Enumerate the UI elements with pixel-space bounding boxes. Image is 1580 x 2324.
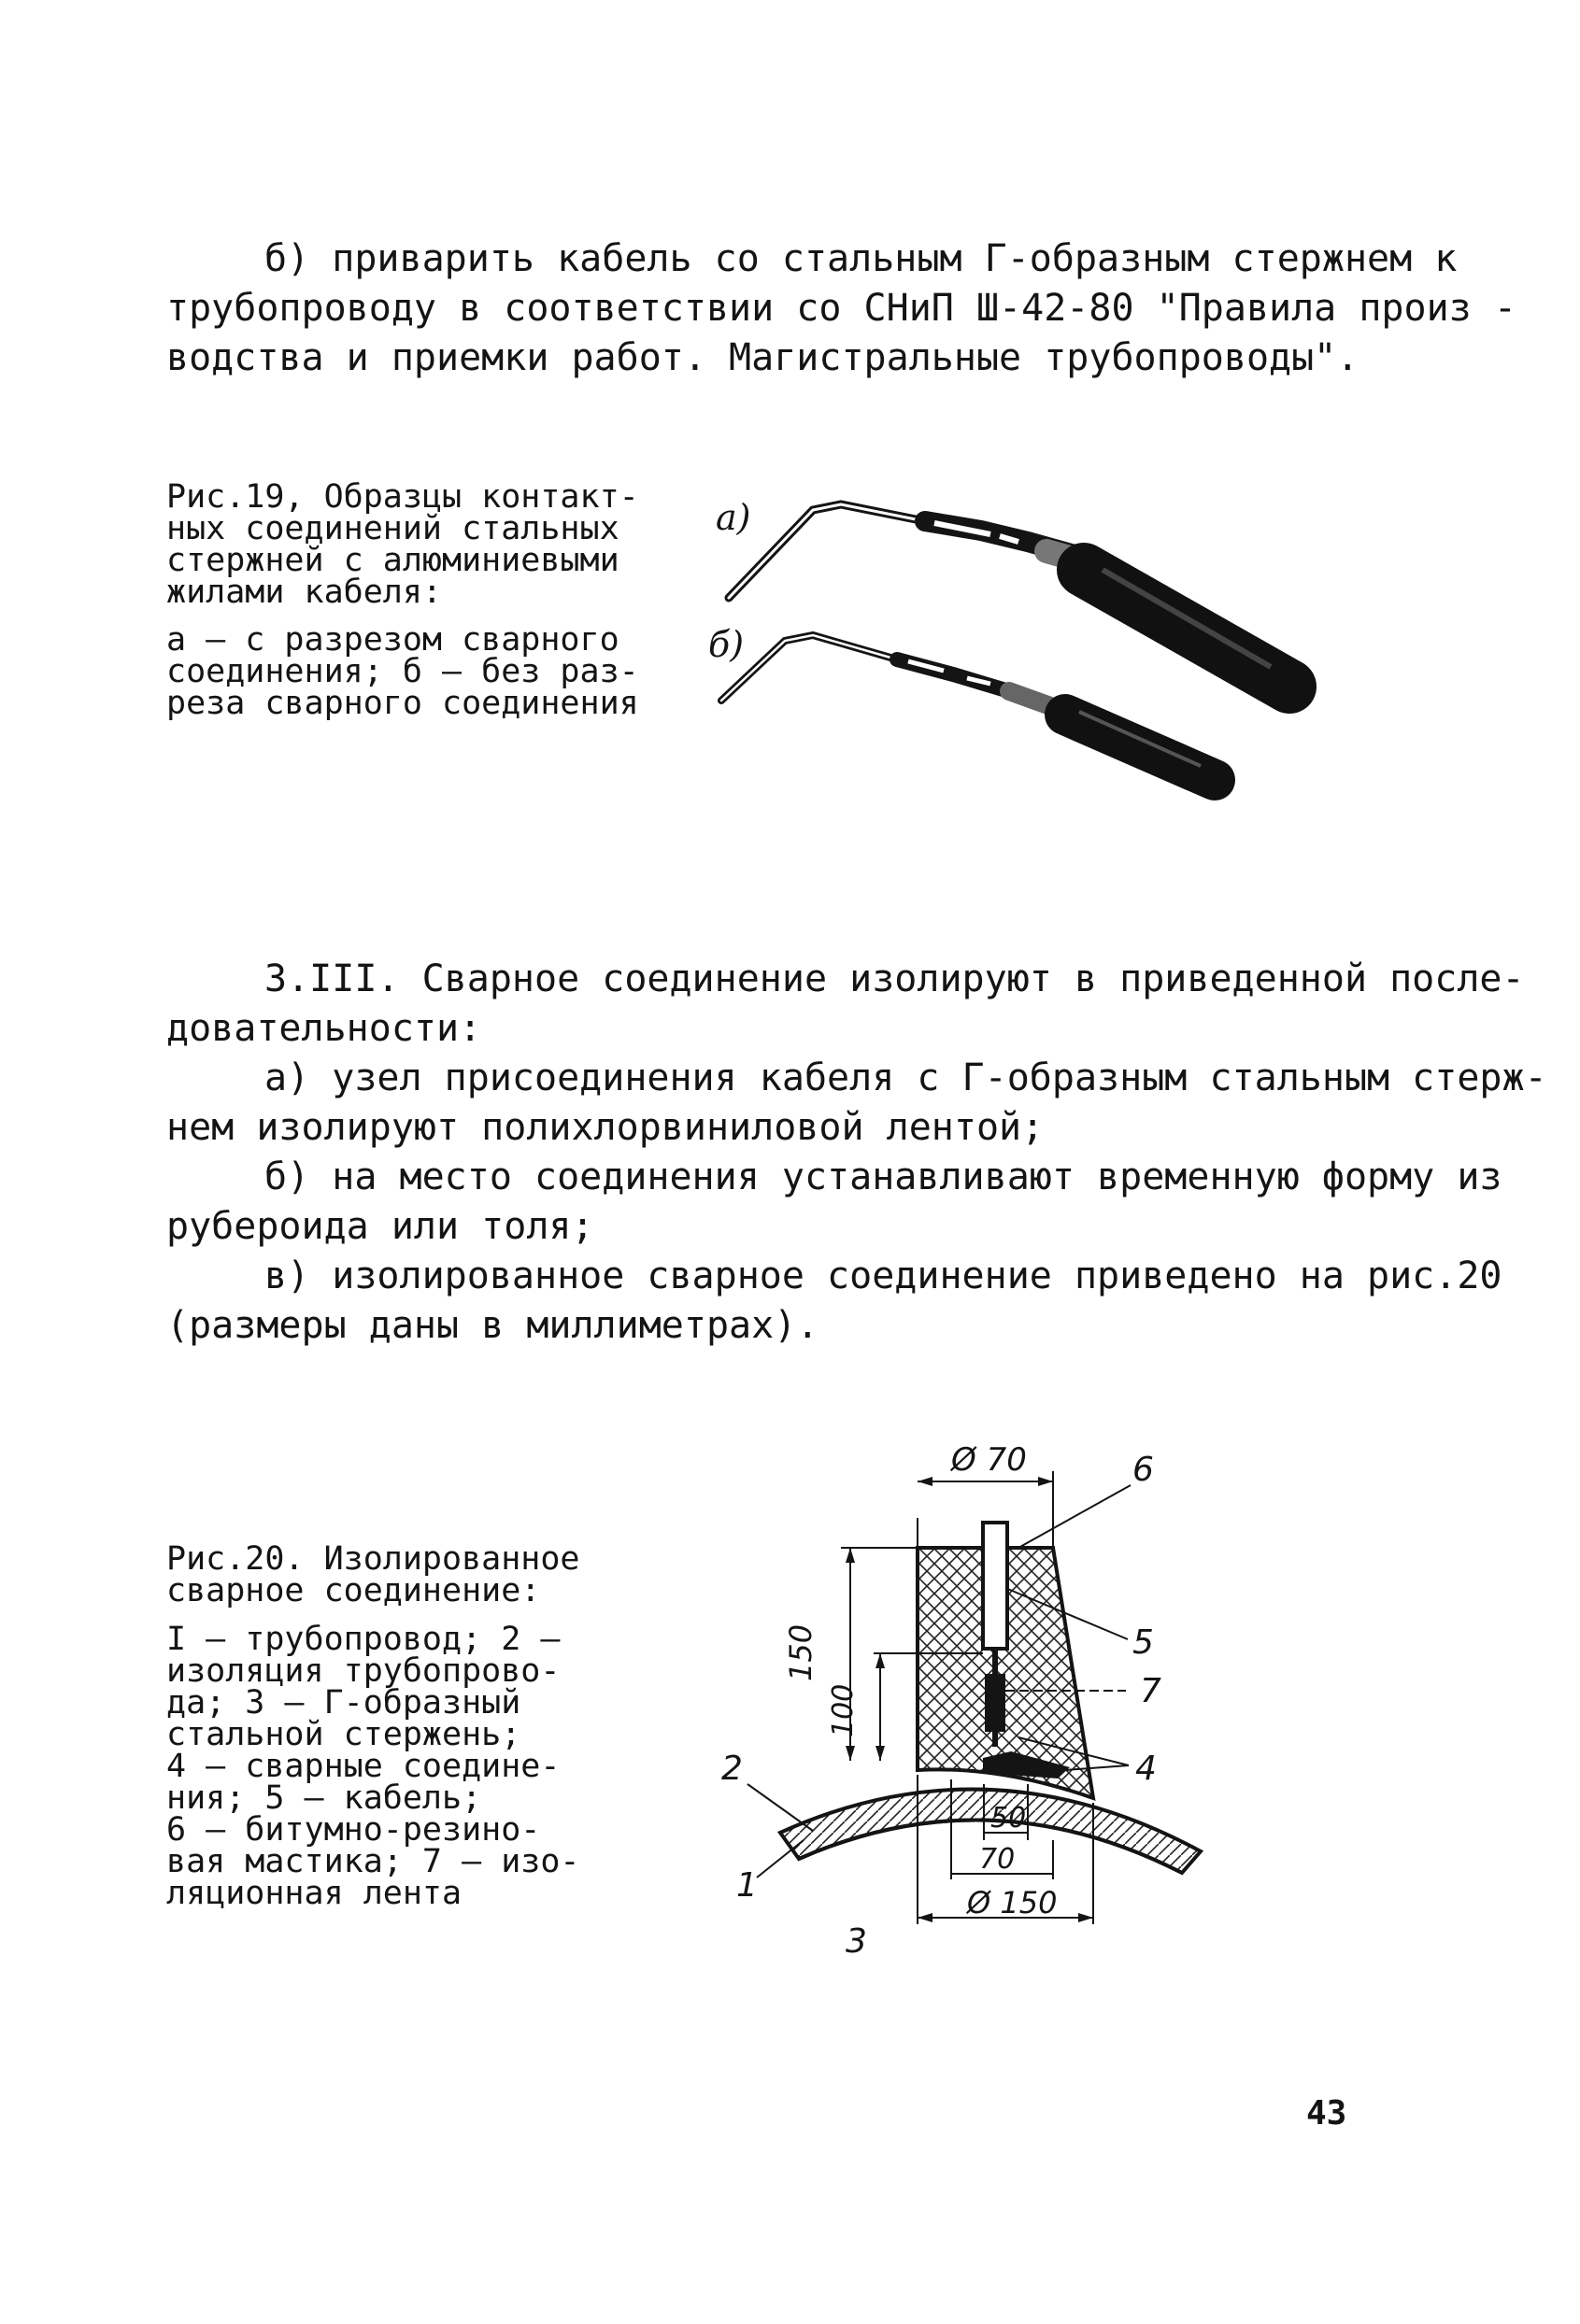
section-p4-line-2: (размеры даны в миллиметрах). [166,1304,819,1347]
fig20-caption-legend: I – трубопровод; 2 – изоляция трубопрово- да; 3 – Г-образный стальной стержень; 4 – сварные соедине- ния; 5 – кабель; 6 – битумно-резино- вая мастика; 7 – изо- ляционная лента [166,1621,580,1912]
intro-line-2: трубопроводу в соответствии со СНиП Ш-42-80 "Правила произ - [166,287,1516,330]
dim-top-label: Ø 70 [951,1441,1027,1479]
page-number: 43 [1306,2094,1347,2133]
callout-5: 5 [1132,1623,1154,1662]
cable [983,1523,1007,1649]
insulation-tape [985,1674,1005,1732]
fig19-sample-b [721,635,1215,780]
fig19-drawing [710,476,1327,822]
dim-h1-label: 150 [783,1623,818,1681]
callout-6: 6 [1132,1451,1154,1489]
fig19-label-b: б) [708,624,745,665]
section-p3-line-2: рубероида или толя; [166,1205,594,1248]
fig19-label-a: а) [716,497,751,538]
fig20-drawing [710,1429,1233,1990]
callout-2: 2 [721,1750,743,1788]
callout-7: 7 [1140,1672,1161,1710]
fig20-caption-title: Рис.20. Изолированное сварное соединение: [166,1540,580,1609]
fig19-caption-title: Рис.19, Образцы контакт- ных соединений стальных стержней с алюминиевыми жилами кабеля: [166,478,639,611]
dim-bottom-label: Ø 150 [967,1885,1058,1920]
callout-3: 3 [846,1922,867,1961]
dim-50-label: 50 [990,1802,1027,1835]
callout-1: 1 [736,1866,758,1905]
section-p2-line-2: нем изолируют полихлорвиниловой лентой; [166,1106,1045,1149]
section-p1-line-1: 3.III. Сварное соединение изолируют в приведенной после- [264,957,1525,1000]
callout-4: 4 [1135,1750,1157,1788]
section-p2-line-1: а) узел присоединения кабеля с Г-образным стальным стерж- [264,1056,1547,1099]
section-p1-line-2: довательности: [166,1007,482,1050]
section-p4-line-1: в) изолированное сварное соединение приведено на рис.20 [264,1254,1502,1297]
intro-line-1: б) приварить кабель со стальным Г-образным стержнем к [264,237,1458,280]
dim-h2-label: 100 [827,1683,860,1737]
dim-70-label: 70 [979,1843,1016,1876]
section-p3-line-1: б) на место соединения устанавливают временную форму из [264,1155,1502,1198]
intro-line-3: водства и приемки работ. Магистральные трубопроводы". [166,336,1359,379]
fig19-sample-a [729,504,1289,687]
fig19-caption-legend: а – с разрезом сварного соединения; б – без раз- реза сварного соединения [166,621,639,722]
